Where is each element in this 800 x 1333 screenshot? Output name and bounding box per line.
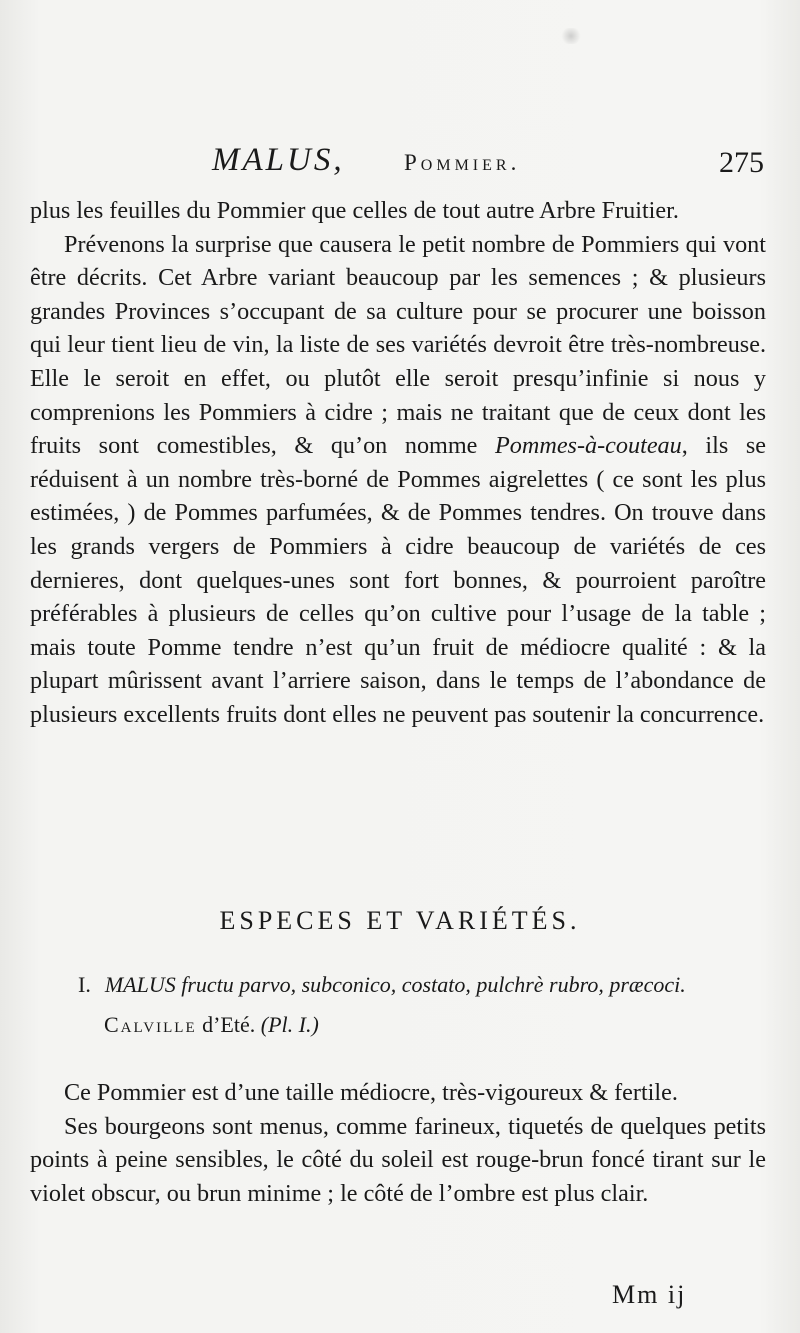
running-head-subtitle: Pommier. — [404, 150, 521, 175]
intro-paragraph — [30, 228, 766, 732]
page-number: 275 — [719, 146, 764, 179]
variety-name: Calville — [104, 1012, 197, 1037]
running-head-title: MALUS, — [212, 142, 345, 178]
variety-line — [104, 1012, 319, 1038]
species-latin-name: MALUS fructu parvo, subconico, costato, pulchrè rubro, præcoci. — [104, 972, 686, 997]
paper-speck — [560, 28, 582, 44]
species-entry — [78, 972, 778, 998]
description-paragraph-1: Ce Pommier est d’une taille médiocre, très-vigoureux & fertile. — [64, 1079, 678, 1106]
variety-rest: d’Eté. — [202, 1012, 256, 1037]
signature-mark: Mm ij — [612, 1280, 687, 1309]
intro-text-part1: Prévenons la surprise que causera le petit nombre de Pommiers qui vont être décrits. Cet Arbre variant beaucoup par les semences ; & plusieurs grandes Provinces s’occupant de sa culture pour se procurer une boisson qui leur tient lieu de vin, la liste de ses variétés devroit être très-nombreuse. Elle le seroit en effet, ou plutôt elle seroit presqu’infinie si nous y comprenions les Pommiers à cidre ; mais ne traitant que de ceux dont les fruits sont comestibles, & qu’on nomme — [30, 230, 766, 460]
intro-text — [30, 194, 766, 732]
description-text — [30, 1076, 766, 1210]
species-number: I. — [78, 972, 91, 997]
plate-reference: (Pl. I.) — [260, 1012, 319, 1037]
intro-italic-term: Pommes-à-couteau — [495, 432, 682, 460]
section-heading: ESPECES ET VARIÉTÉS. — [219, 906, 581, 935]
intro-text-part2: , ils se réduisent à un nombre très-borné de Pommes aigrelettes ( ce sont les plus estimées, ) de Pommes parfumées, & de Pommes tendres. On trouve dans les grands vergers de Pommiers à cidre beaucoup de variétés de ces dernieres, dont quelques-unes sont fort bonnes, & pourroient paroître préférables à plusieurs de celles qu’on cultive pour l’usage de la table ; mais toute Pomme tendre n’est qu’un fruit de médiocre qualité : & la plupart mûrissent avant l’arriere saison, dans le temps de l’abondance de plusieurs excellents fruits dont elles ne peuvent pas soutenir la concurrence. — [30, 432, 766, 728]
description-paragraph-2: Ses bourgeons sont menus, comme farineux, tiquetés de quelques petits points à peine sensibles, le côté du soleil est rouge-brun foncé tirant sur le violet obscur, ou brun minime ; le côté de l’ombre est plus clair. — [30, 1112, 766, 1207]
running-head — [212, 142, 772, 188]
continuation-paragraph: plus les feuilles du Pommier que celles de tout autre Arbre Fruitier. — [30, 197, 679, 224]
